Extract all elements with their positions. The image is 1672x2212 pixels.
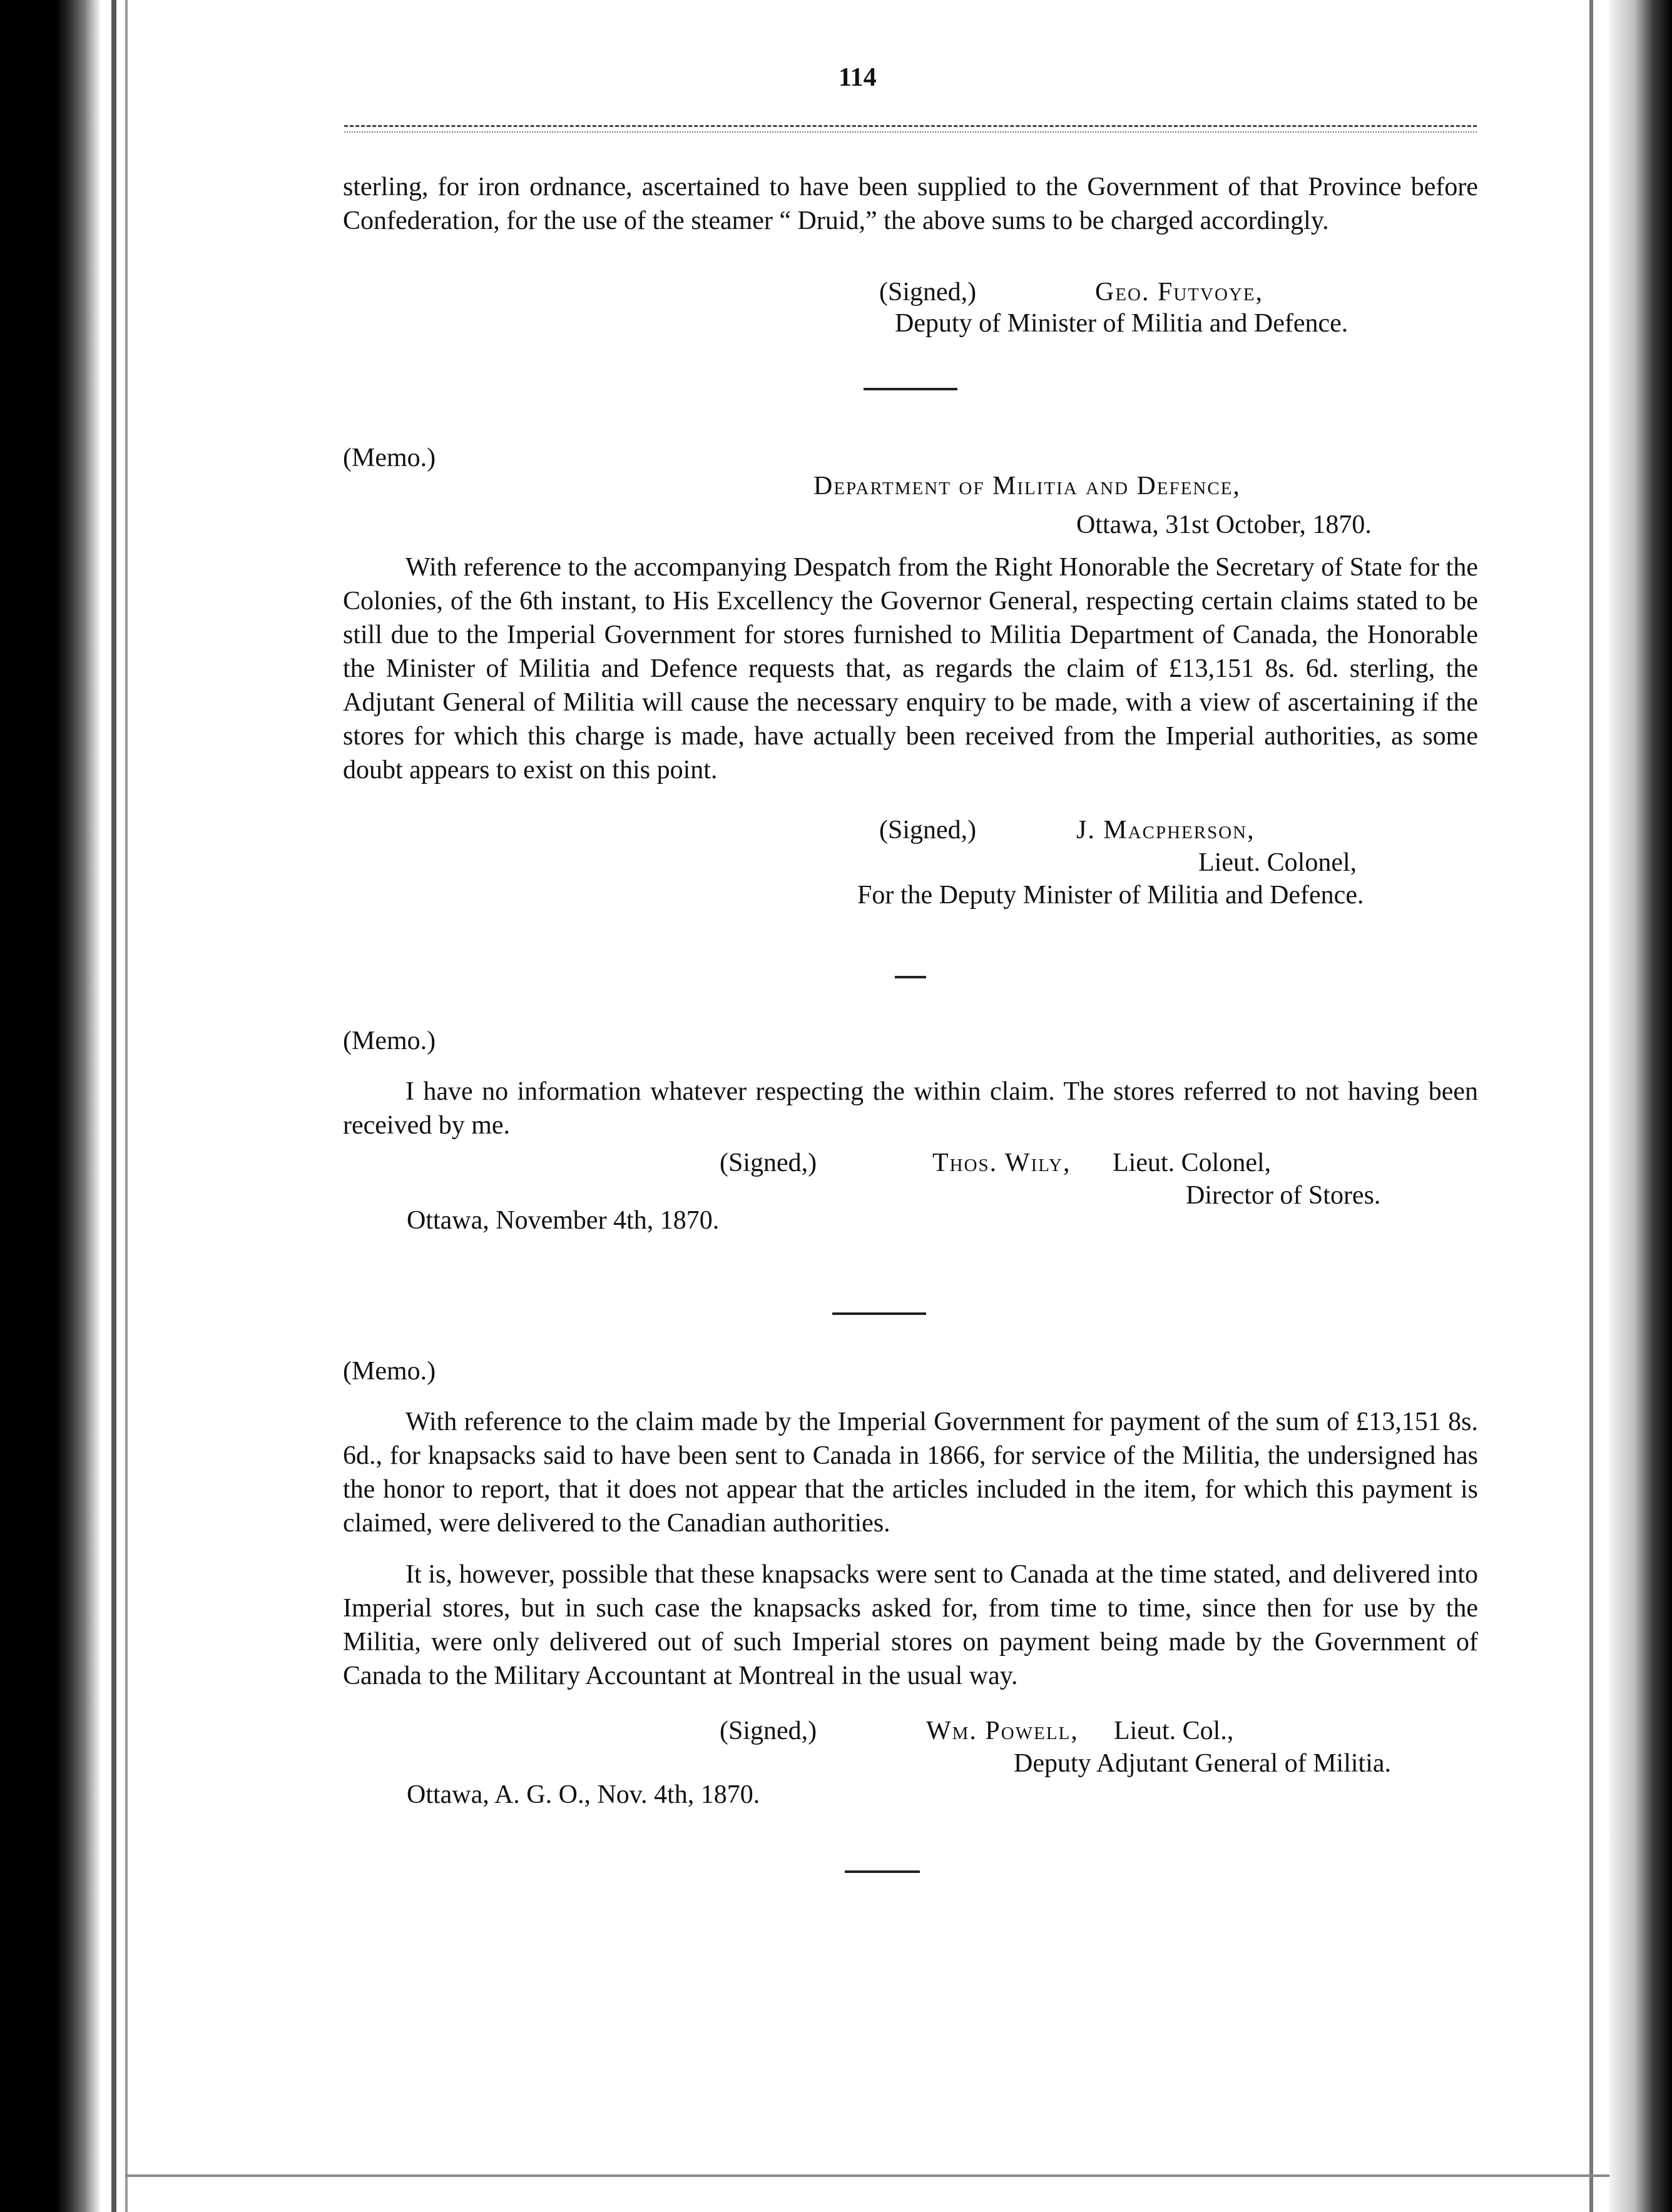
continuation-paragraph: sterling, for iron ordnance, ascertained to have been supplied to the Government of that Province before Confederation, for the use of the steamer “ Druid,” the above sums to be charged accordingly. (343, 173, 1478, 235)
section-separator (832, 1312, 926, 1315)
signer-rank: Lieut. Col., (1114, 1717, 1234, 1745)
memo-place-date: Ottawa, A. G. O., Nov. 4th, 1870. (407, 1780, 760, 1809)
signed-label: (Signed,) (720, 1149, 817, 1177)
memo-body: With reference to the accompanying Despatch from the Right Honorable the Secretary of State for the Colonies, of the 6th instant, to His Excellency the Governor General, respecting certain claims stated to be still due to the Imperial Government for stores furnished to Militia Department of Canada, the Honorable the Minister of Militia and Defence requests that, as regards the claim of £13,151 8s. 6d. sterling, the Adjutant General of Militia will cause the necessary enquiry to be made, with a view of ascertaining if the stores for which this charge is made, have actually been received from the Imperial authorities, as some doubt appears to exist on this point. (343, 553, 1478, 784)
signer-title: Deputy of Minister of Militia and Defence. (895, 309, 1348, 338)
memo-label: (Memo.) (343, 1027, 436, 1055)
signer-name: Geo. Futvoye, (1095, 278, 1264, 307)
memo-body: I have no information whatever respecting the within claim. The stores referred to not having been received by me. (343, 1077, 1478, 1140)
header-rule-secondary (344, 131, 1477, 133)
signer-name: Thos. Wily, (932, 1149, 1071, 1177)
signed-label: (Signed,) (879, 816, 977, 845)
signer-title: For the Deputy Minister of Militia and Defence. (857, 881, 1364, 910)
section-separator (845, 1870, 920, 1873)
memo-place-date: Ottawa, November 4th, 1870. (407, 1206, 720, 1235)
signer-name: J. Macpherson, (1076, 816, 1255, 845)
header-rule (344, 125, 1477, 127)
signer-name: Wm. Powell, (926, 1717, 1079, 1745)
section-separator (864, 388, 957, 390)
page-number: 114 (839, 63, 877, 92)
signed-label: (Signed,) (879, 278, 977, 307)
signer-rank: Lieut. Colonel, (1113, 1149, 1272, 1177)
signed-label: (Signed,) (720, 1717, 817, 1745)
memo-body-paragraph-2: It is, however, possible that these knapsacks were sent to Canada at the time stated, and delivered into Imperial stores, but in such case the knapsacks asked for, from time to time, since then for use by the Militia, were only delivered out of such Imperial stores on payment being made by the Government of Canada to the Military Accountant at Montreal in the usual way. (343, 1560, 1478, 1690)
signer-rank: Lieut. Colonel, (1198, 848, 1357, 877)
section-separator (895, 976, 926, 978)
department-heading: Department of Militia and Defence, (813, 472, 1241, 500)
signer-title: Director of Stores. (1186, 1181, 1381, 1210)
signer-title: Deputy Adjutant General of Militia. (1014, 1749, 1392, 1778)
memo-label: (Memo.) (343, 444, 436, 472)
memo-place-date: Ottawa, 31st October, 1870. (1076, 510, 1372, 539)
memo-body-paragraph-1: With reference to the claim made by the Imperial Government for payment of the sum of £13,151 8s. 6d., for knapsacks said to have been sent to Canada in 1866, for service of the Militia, the undersigned has the honor to report, that it does not appear that the articles included in the item, for which this payment is claimed, were delivered to the Canadian authorities. (343, 1408, 1478, 1538)
memo-label: (Memo.) (343, 1357, 436, 1386)
